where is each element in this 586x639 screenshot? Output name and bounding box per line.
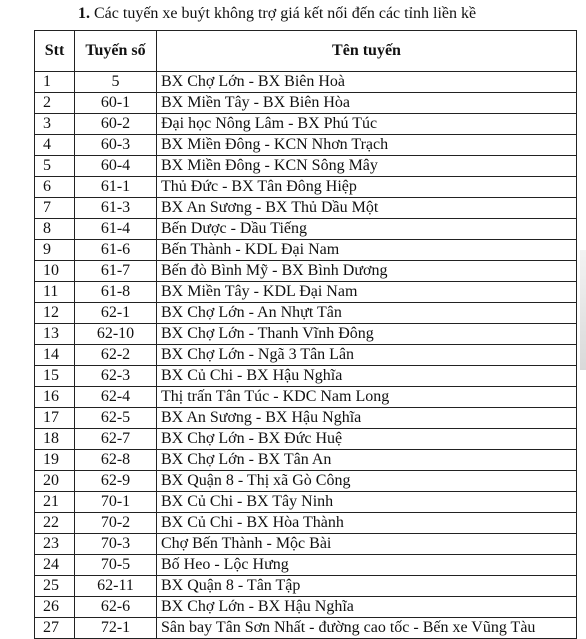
cell-route-name: Sân bay Tân Sơn Nhất - đường cao tốc - Bến xe Vũng Tàu bbox=[157, 618, 577, 639]
table-row bbox=[35, 492, 577, 513]
cell-route-number: 72-1 bbox=[75, 618, 157, 639]
cell-route-name: Thủ Đức - BX Tân Đông Hiệp bbox=[157, 177, 577, 198]
cell-route-number: 61-7 bbox=[75, 261, 157, 282]
cell-stt: 4 bbox=[35, 135, 75, 156]
cell-route-number: 62-4 bbox=[75, 387, 157, 408]
table-row bbox=[35, 282, 577, 303]
table-row bbox=[35, 324, 577, 345]
cell-stt: 16 bbox=[35, 387, 75, 408]
cell-route-name: BX Miền Đông - KCN Sông Mây bbox=[157, 156, 577, 177]
cell-route-name: BX Củ Chi - BX Hậu Nghĩa bbox=[157, 366, 577, 387]
cell-stt: 17 bbox=[35, 408, 75, 429]
cell-route-name: BX Chợ Lớn - BX Đức Huệ bbox=[157, 429, 577, 450]
cell-route-number: 62-6 bbox=[75, 597, 157, 618]
cell-route-number: 70-2 bbox=[75, 513, 157, 534]
cell-stt: 15 bbox=[35, 366, 75, 387]
cell-route-name: Bố Heo - Lộc Hưng bbox=[157, 555, 577, 576]
cell-route-number: 70-5 bbox=[75, 555, 157, 576]
cell-route-number: 62-11 bbox=[75, 576, 157, 597]
cell-route-number: 60-2 bbox=[75, 114, 157, 135]
cell-stt: 19 bbox=[35, 450, 75, 471]
cell-route-name: BX Miền Đông - KCN Nhơn Trạch bbox=[157, 135, 577, 156]
cell-route-number: 62-7 bbox=[75, 429, 157, 450]
table-row bbox=[35, 471, 577, 492]
section-number: 1. bbox=[78, 5, 90, 22]
cell-stt: 25 bbox=[35, 576, 75, 597]
cell-route-name: Chợ Bến Thành - Mộc Bài bbox=[157, 534, 577, 555]
cell-route-name: BX Chợ Lớn - Thanh Vĩnh Đông bbox=[157, 324, 577, 345]
table-row bbox=[35, 345, 577, 366]
cell-stt: 6 bbox=[35, 177, 75, 198]
cell-stt: 27 bbox=[35, 618, 75, 639]
cell-stt: 11 bbox=[35, 282, 75, 303]
table-row bbox=[35, 408, 577, 429]
table-row bbox=[35, 135, 577, 156]
cell-route-number: 61-4 bbox=[75, 219, 157, 240]
table-row bbox=[35, 513, 577, 534]
cell-route-number: 62-10 bbox=[75, 324, 157, 345]
cell-route-number: 70-1 bbox=[75, 492, 157, 513]
header-route-name: Tên tuyến bbox=[157, 31, 577, 72]
cell-route-number: 62-3 bbox=[75, 366, 157, 387]
bus-routes-table bbox=[34, 30, 577, 639]
cell-route-name: BX Quận 8 - Thị xã Gò Công bbox=[157, 471, 577, 492]
cell-route-name: Bến Dược - Dầu Tiếng bbox=[157, 219, 577, 240]
cell-route-number: 62-2 bbox=[75, 345, 157, 366]
header-route-number: Tuyến số bbox=[75, 31, 157, 72]
table-row bbox=[35, 93, 577, 114]
cell-stt: 12 bbox=[35, 303, 75, 324]
table-row bbox=[35, 429, 577, 450]
cell-route-number: 61-6 bbox=[75, 240, 157, 261]
cell-stt: 5 bbox=[35, 156, 75, 177]
cell-route-name: BX Chợ Lớn - BX Biên Hoà bbox=[157, 72, 577, 93]
cell-stt: 18 bbox=[35, 429, 75, 450]
cell-route-name: Bến Thành - KDL Đại Nam bbox=[157, 240, 577, 261]
cell-stt: 7 bbox=[35, 198, 75, 219]
table-row bbox=[35, 450, 577, 471]
cell-stt: 13 bbox=[35, 324, 75, 345]
cell-stt: 9 bbox=[35, 240, 75, 261]
table-row bbox=[35, 177, 577, 198]
cell-route-name: BX Miền Tây - KDL Đại Nam bbox=[157, 282, 577, 303]
cell-route-name: BX Miền Tây - BX Biên Hòa bbox=[157, 93, 577, 114]
header-stt: Stt bbox=[35, 31, 75, 72]
cell-stt: 8 bbox=[35, 219, 75, 240]
cell-route-number: 62-9 bbox=[75, 471, 157, 492]
cell-route-name: BX An Sương - BX Hậu Nghĩa bbox=[157, 408, 577, 429]
cell-route-name: BX Củ Chi - BX Hòa Thành bbox=[157, 513, 577, 534]
cell-route-name: Bến đò Bình Mỹ - BX Bình Dương bbox=[157, 261, 577, 282]
cell-route-number: 62-8 bbox=[75, 450, 157, 471]
table-row bbox=[35, 72, 577, 93]
cell-stt: 26 bbox=[35, 597, 75, 618]
section-heading bbox=[78, 4, 476, 24]
cell-route-name: BX An Sương - BX Thủ Dầu Một bbox=[157, 198, 577, 219]
cell-route-number: 61-8 bbox=[75, 282, 157, 303]
cell-route-number: 70-3 bbox=[75, 534, 157, 555]
section-title: Các tuyến xe buýt không trợ giá kết nối đến các tỉnh liền kề bbox=[94, 5, 477, 22]
cell-route-name: Đại học Nông Lâm - BX Phú Túc bbox=[157, 114, 577, 135]
page-edge-shadow bbox=[580, 250, 586, 370]
cell-stt: 20 bbox=[35, 471, 75, 492]
cell-route-name: BX Chợ Lớn - BX Tân An bbox=[157, 450, 577, 471]
table-row bbox=[35, 534, 577, 555]
cell-stt: 14 bbox=[35, 345, 75, 366]
cell-route-name: Thị trấn Tân Túc - KDC Nam Long bbox=[157, 387, 577, 408]
cell-route-number: 60-3 bbox=[75, 135, 157, 156]
table-row bbox=[35, 597, 577, 618]
table-row bbox=[35, 261, 577, 282]
table-header-row bbox=[35, 31, 577, 72]
cell-stt: 23 bbox=[35, 534, 75, 555]
table-row bbox=[35, 114, 577, 135]
cell-route-name: BX Quận 8 - Tân Tập bbox=[157, 576, 577, 597]
cell-route-number: 62-1 bbox=[75, 303, 157, 324]
cell-route-number: 5 bbox=[75, 72, 157, 93]
cell-route-number: 60-1 bbox=[75, 93, 157, 114]
cell-stt: 10 bbox=[35, 261, 75, 282]
cell-route-name: BX Chợ Lớn - BX Hậu Nghĩa bbox=[157, 597, 577, 618]
cell-route-number: 61-3 bbox=[75, 198, 157, 219]
table-row bbox=[35, 240, 577, 261]
table-row bbox=[35, 366, 577, 387]
cell-stt: 1 bbox=[35, 72, 75, 93]
table-row bbox=[35, 387, 577, 408]
cell-route-name: BX Củ Chi - BX Tây Ninh bbox=[157, 492, 577, 513]
cell-route-number: 60-4 bbox=[75, 156, 157, 177]
cell-route-number: 62-5 bbox=[75, 408, 157, 429]
cell-stt: 3 bbox=[35, 114, 75, 135]
table-row bbox=[35, 198, 577, 219]
table-row bbox=[35, 156, 577, 177]
table-row bbox=[35, 618, 577, 639]
cell-stt: 21 bbox=[35, 492, 75, 513]
cell-stt: 22 bbox=[35, 513, 75, 534]
cell-route-name: BX Chợ Lớn - An Nhựt Tân bbox=[157, 303, 577, 324]
table-row bbox=[35, 303, 577, 324]
cell-route-name: BX Chợ Lớn - Ngã 3 Tân Lân bbox=[157, 345, 577, 366]
cell-stt: 2 bbox=[35, 93, 75, 114]
cell-stt: 24 bbox=[35, 555, 75, 576]
cell-route-number: 61-1 bbox=[75, 177, 157, 198]
table-row bbox=[35, 576, 577, 597]
table-row bbox=[35, 555, 577, 576]
table-row bbox=[35, 219, 577, 240]
